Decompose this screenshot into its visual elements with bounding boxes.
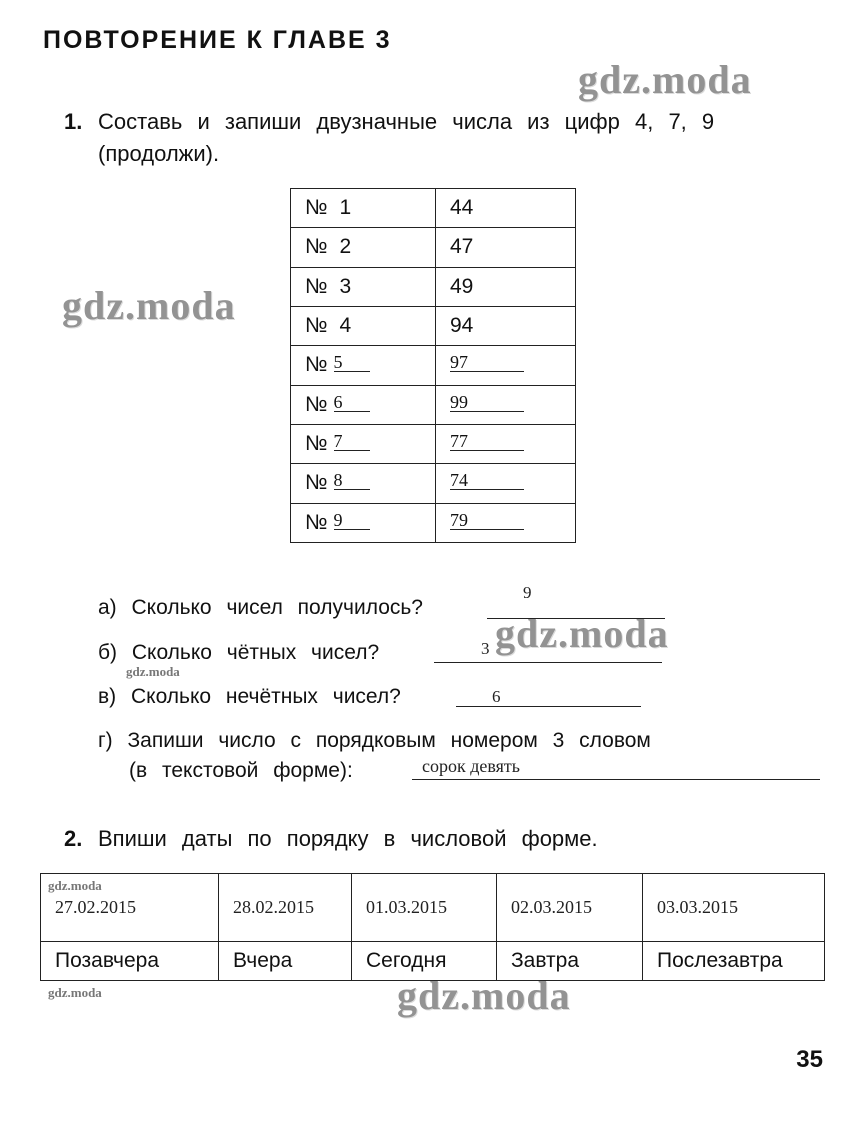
question-b: б) Сколько чётных чисел? <box>98 641 380 664</box>
question-g-line2: (в текстовой форме): <box>129 759 353 782</box>
row-value-cell <box>436 228 576 267</box>
answer-a[interactable]: 9 <box>523 583 532 602</box>
row-number-sign: № <box>305 314 328 338</box>
row-index[interactable]: 6 <box>334 393 370 412</box>
row-number-sign: № <box>305 510 328 534</box>
row-index: 1 <box>339 196 352 220</box>
watermark: gdz.moda <box>62 283 236 328</box>
row-number-sign: № <box>305 471 328 495</box>
task1-number: 1. <box>64 109 83 134</box>
answer-a-line <box>487 618 665 619</box>
row-value[interactable]: 79 <box>450 511 524 530</box>
watermark-small: gdz.moda <box>48 878 102 893</box>
row-number-sign: № <box>305 235 328 259</box>
row-index[interactable]: 5 <box>334 353 370 372</box>
watermark-small: gdz.moda <box>126 664 180 679</box>
row-value[interactable]: 77 <box>450 432 524 451</box>
row-number-sign: № <box>305 353 328 377</box>
row-value-cell <box>436 189 576 228</box>
row-label-cell <box>291 503 436 542</box>
question-g-line1: г) Запиши число с порядковым номером 3 словом <box>98 729 651 752</box>
task2-number: 2. <box>64 826 83 851</box>
table-row <box>291 346 576 385</box>
row-index[interactable]: 9 <box>334 511 370 530</box>
date-cell[interactable]: 03.03.2015 <box>643 874 825 942</box>
table-row <box>291 464 576 503</box>
row-value-cell <box>436 385 576 424</box>
row-index: 4 <box>339 314 352 338</box>
date-cell[interactable]: 01.03.2015 <box>352 874 497 942</box>
row-value[interactable]: 99 <box>450 393 524 412</box>
table-row <box>291 385 576 424</box>
question-v: в) Сколько нечётных чисел? <box>98 685 401 708</box>
table-row <box>291 306 576 345</box>
watermark: gdz.moda <box>578 57 752 102</box>
row-value[interactable]: 74 <box>450 471 524 490</box>
row-index: 2 <box>339 235 352 259</box>
table-row <box>291 503 576 542</box>
answer-v[interactable]: 6 <box>492 687 501 706</box>
day-label-cell: Завтра <box>497 941 643 980</box>
watermark: gdz.moda <box>397 973 571 1018</box>
row-value-cell <box>436 306 576 345</box>
task1-text-line1: Составь и запиши двузначные числа из цифр 4, 7, 9 <box>98 109 715 134</box>
numbers-table <box>290 188 576 543</box>
answer-b[interactable]: 3 <box>481 639 490 658</box>
row-number-sign: № <box>305 432 328 456</box>
row-value-cell <box>436 464 576 503</box>
row-value-cell <box>436 424 576 463</box>
row-value[interactable]: 97 <box>450 353 524 372</box>
table-row <box>291 228 576 267</box>
row-value: 49 <box>450 274 474 298</box>
row-label-cell <box>291 424 436 463</box>
date-cell[interactable]: 02.03.2015 <box>497 874 643 942</box>
row-value: 44 <box>450 196 474 220</box>
row-index[interactable]: 8 <box>334 471 370 490</box>
date-cell[interactable]: 27.02.2015 <box>41 874 219 942</box>
answer-g[interactable]: сорок девять <box>422 756 520 776</box>
table-row <box>291 189 576 228</box>
row-index[interactable]: 7 <box>334 432 370 451</box>
day-label-cell: Сегодня <box>352 941 497 980</box>
row-label-cell <box>291 385 436 424</box>
row-index: 3 <box>339 274 352 298</box>
row-label-cell <box>291 464 436 503</box>
row-label-cell <box>291 228 436 267</box>
page-number: 35 <box>796 1046 823 1073</box>
day-label-cell: Вчера <box>219 941 352 980</box>
watermark-small: gdz.moda <box>48 985 102 1000</box>
row-number-sign: № <box>305 274 328 298</box>
question-a: а) Сколько чисел получилось? <box>98 596 423 619</box>
row-value-cell <box>436 346 576 385</box>
row-value: 94 <box>450 314 474 338</box>
answer-g-line <box>412 779 820 780</box>
row-label-cell <box>291 346 436 385</box>
chapter-title: ПОВТОРЕНИЕ К ГЛАВЕ 3 <box>43 26 392 54</box>
row-label-cell <box>291 306 436 345</box>
answer-v-line <box>456 706 641 707</box>
task1-text-line2: (продолжи). <box>98 141 220 166</box>
answer-b-line <box>434 662 662 663</box>
table-row <box>291 424 576 463</box>
row-label-cell <box>291 189 436 228</box>
row-number-sign: № <box>305 196 328 220</box>
date-cell[interactable]: 28.02.2015 <box>219 874 352 942</box>
row-value-cell <box>436 267 576 306</box>
task2-text: Впиши даты по порядку в числовой форме. <box>98 826 598 851</box>
day-label-cell: Позавчера <box>41 941 219 980</box>
row-value-cell <box>436 503 576 542</box>
row-label-cell <box>291 267 436 306</box>
row-value: 47 <box>450 235 474 259</box>
row-number-sign: № <box>305 392 328 416</box>
watermark: gdz.moda <box>495 611 669 656</box>
dates-table <box>40 873 825 981</box>
day-label-cell: Послезавтра <box>643 941 825 980</box>
table-row <box>291 267 576 306</box>
